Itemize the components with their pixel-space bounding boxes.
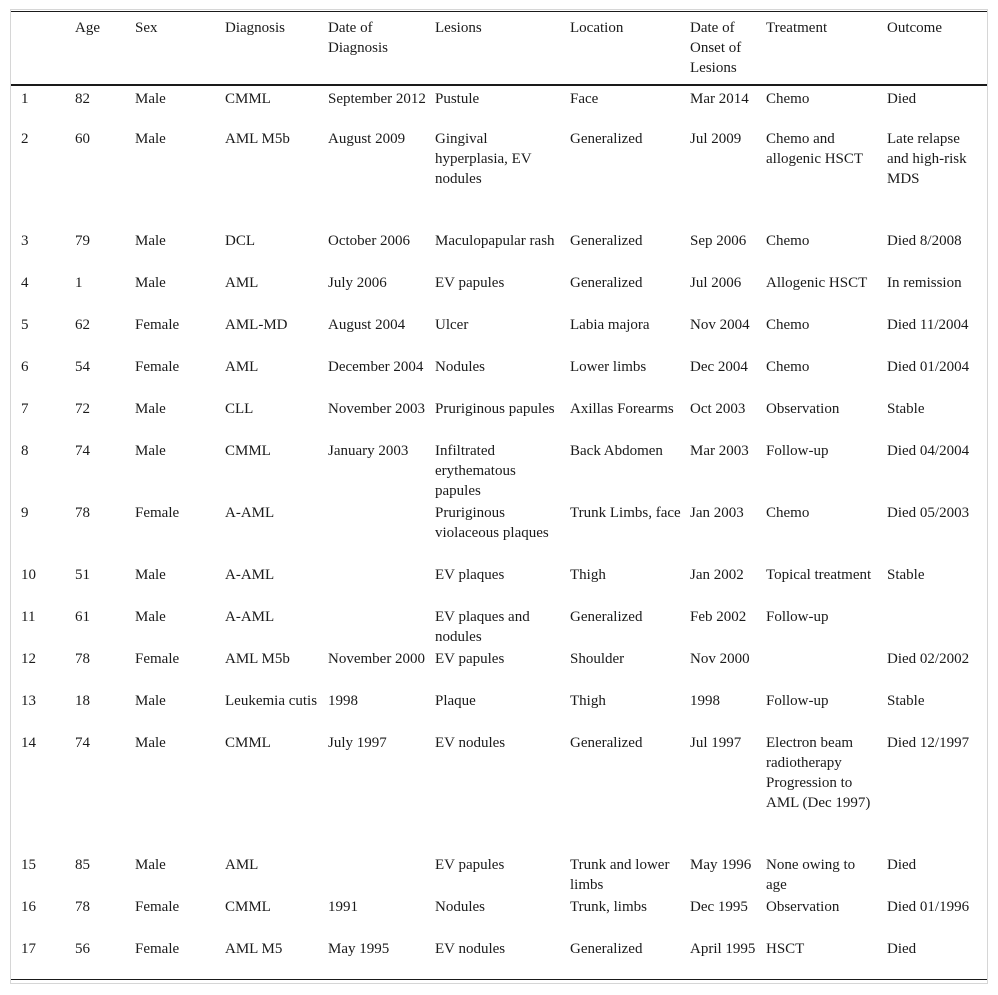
cell-treatment: Chemo [766,505,810,521]
cell-location: Generalized [570,735,643,751]
table-row [11,85,987,127]
header-outcome: Outcome [887,20,942,36]
cell-date-of-onset: Nov 2000 [690,651,750,667]
table-body [11,85,987,979]
cell-date-of-onset: Feb 2002 [690,609,747,625]
header-date-of-diagnosis: Date of Diagnosis [328,20,388,56]
table-row [11,229,987,271]
cell-outcome: Died 8/2008 [887,233,962,249]
cell-sex: Female [135,317,180,333]
header-sex: Sex [135,20,158,36]
cell-age: 1 [75,275,83,291]
cell-outcome: Died 11/2004 [887,317,969,333]
cell-location: Thigh [570,693,606,709]
cell-date-of-onset: Oct 2003 [690,401,746,417]
cell-treatment: HSCT [766,941,805,957]
cell-lesions: EV plaques [435,567,505,583]
cell-case-number: 11 [21,609,36,625]
cell-location: Generalized [570,233,643,249]
cell-lesions: EV plaques and nodules [435,609,530,645]
cell-age: 78 [75,899,90,915]
cell-sex: Male [135,131,166,147]
cell-sex: Female [135,899,180,915]
cell-location: Generalized [570,131,643,147]
cell-lesions: EV papules [435,651,505,667]
cell-treatment: Chemo [766,91,810,107]
cell-treatment: Observation [766,899,840,915]
cell-case-number: 4 [21,275,29,291]
cell-age: 79 [75,233,90,249]
cell-sex: Female [135,941,180,957]
cell-date-of-diagnosis: November 2003 [328,401,426,417]
cell-outcome: Stable [887,567,925,583]
cell-age: 74 [75,443,90,459]
cell-date-of-onset: Jul 1997 [690,735,742,751]
cell-date-of-diagnosis: November 2000 [328,651,426,667]
cell-location: Trunk, limbs [570,899,647,915]
cell-date-of-diagnosis: 1998 [328,693,358,709]
cell-diagnosis: CMML [225,899,271,915]
cell-diagnosis: AML-MD [225,317,288,333]
cell-lesions: Pruriginous papules [435,401,555,417]
cell-outcome: Stable [887,693,925,709]
cell-date-of-diagnosis [324,501,431,563]
cell-outcome: Died 12/1997 [887,735,970,751]
cell-diagnosis: AML M5 [225,941,283,957]
cell-date-of-onset: Jan 2003 [690,505,744,521]
table-row [11,397,987,439]
cell-age: 82 [75,91,90,107]
cell-date-of-onset: Jul 2006 [690,275,742,291]
cell-sex: Male [135,567,166,583]
cell-age: 56 [75,941,90,957]
cell-treatment: Electron beam radiotherapy Progression to AML (Dec 1997) [766,735,871,811]
cell-date-of-onset: Jul 2009 [690,131,742,147]
cell-age: 61 [75,609,90,625]
cell-case-number: 15 [21,857,36,873]
cell-outcome: Stable [887,401,925,417]
cell-date-of-diagnosis: 1991 [328,899,358,915]
cell-location: Axillas Forearms [570,401,674,417]
cell-sex: Female [135,359,180,375]
cell-treatment: Chemo [766,317,810,333]
cell-case-number: 5 [21,317,29,333]
cell-date-of-onset: May 1996 [690,857,752,873]
cell-diagnosis: CLL [225,401,254,417]
cell-age: 78 [75,505,90,521]
cell-treatment: Chemo and allogenic HSCT [766,131,864,167]
cell-diagnosis: A-AML [225,505,275,521]
cell-lesions: EV papules [435,275,505,291]
cell-date-of-diagnosis: August 2004 [328,317,406,333]
cell-date-of-onset: Sep 2006 [690,233,747,249]
cell-location: Thigh [570,567,606,583]
cell-diagnosis: CMML [225,735,271,751]
cell-age: 78 [75,651,90,667]
cell-case-number: 8 [21,443,29,459]
cell-sex: Male [135,609,166,625]
cell-outcome: Died [887,941,917,957]
header-age: Age [75,20,100,36]
cell-diagnosis: AML M5b [225,131,290,147]
cell-sex: Female [135,651,180,667]
cell-sex: Male [135,857,166,873]
cell-sex: Male [135,443,166,459]
cell-date-of-onset: 1998 [690,693,720,709]
cell-lesions: Nodules [435,359,485,375]
cell-treatment [762,647,883,689]
cell-treatment: Allogenic HSCT [766,275,868,291]
header-location: Location [570,20,624,36]
cell-diagnosis: AML M5b [225,651,290,667]
cell-case-number: 1 [21,91,29,107]
cell-treatment: None owing to age [766,857,856,893]
cell-sex: Male [135,275,166,291]
cell-case-number: 2 [21,131,29,147]
cell-age: 60 [75,131,90,147]
table-row [11,563,987,605]
header-row [11,12,987,86]
table-row [11,355,987,397]
cell-lesions: Nodules [435,899,485,915]
cell-sex: Male [135,735,166,751]
cell-case-number: 14 [21,735,36,751]
cell-location: Trunk Limbs, face [570,505,681,521]
cell-treatment: Chemo [766,233,810,249]
cell-outcome: Died 02/2002 [887,651,970,667]
cell-lesions: Pustule [435,91,480,107]
cell-sex: Female [135,505,180,521]
cell-case-number: 3 [21,233,29,249]
cell-lesions: Gingival hyperplasia, EV nodules [435,131,532,187]
cell-lesions: EV papules [435,857,505,873]
cell-diagnosis: Leukemia cutis [225,693,318,709]
cell-case-number: 9 [21,505,29,521]
cell-outcome: Died [887,857,917,873]
cell-date-of-diagnosis [324,563,431,605]
table-row [11,439,987,501]
cell-date-of-diagnosis: September 2012 [328,91,426,107]
cell-location: Face [570,91,599,107]
cell-date-of-onset: Mar 2014 [690,91,749,107]
cell-sex: Male [135,693,166,709]
cell-sex: Male [135,91,166,107]
cell-location: Generalized [570,275,643,291]
cell-sex: Male [135,401,166,417]
table-row [11,501,987,563]
table-row [11,895,987,937]
cell-outcome: In remission [887,275,962,291]
cell-date-of-diagnosis: May 1995 [328,941,390,957]
cell-location: Labia majora [570,317,650,333]
cell-date-of-diagnosis: July 2006 [328,275,387,291]
cell-diagnosis: A-AML [225,609,275,625]
cell-date-of-diagnosis: October 2006 [328,233,411,249]
cell-case-number: 17 [21,941,36,957]
table-row [11,271,987,313]
header-treatment: Treatment [766,20,828,36]
table-row [11,853,987,895]
header-lesions: Lesions [435,20,482,36]
table-row [11,731,987,853]
cell-sex: Male [135,233,166,249]
cell-treatment: Chemo [766,359,810,375]
cell-treatment: Follow-up [766,443,829,459]
cell-date-of-onset: Mar 2003 [690,443,749,459]
cell-location: Generalized [570,609,643,625]
cell-diagnosis: AML [225,359,259,375]
cell-location: Back Abdomen [570,443,663,459]
cell-location: Trunk and lower limbs [570,857,670,893]
table-row [11,605,987,647]
cell-lesions: EV nodules [435,735,506,751]
cell-treatment: Topical treatment [766,567,872,583]
cell-date-of-diagnosis: December 2004 [328,359,424,375]
cell-date-of-onset: Jan 2002 [690,567,744,583]
header-diagnosis: Diagnosis [225,20,285,36]
cell-lesions: Plaque [435,693,476,709]
cell-case-number: 16 [21,899,36,915]
cell-lesions: Pruriginous violaceous plaques [435,505,549,541]
cell-diagnosis: DCL [225,233,255,249]
cell-age: 18 [75,693,90,709]
cell-date-of-onset: Dec 2004 [690,359,748,375]
cell-diagnosis: AML [225,857,259,873]
cell-age: 54 [75,359,90,375]
cell-date-of-diagnosis [324,853,431,895]
cell-age: 72 [75,401,90,417]
table-row [11,313,987,355]
table-row [11,937,987,979]
cell-date-of-onset: Dec 1995 [690,899,748,915]
cell-outcome [883,605,987,647]
cell-outcome: Died 05/2003 [887,505,970,521]
cell-outcome: Died 01/1996 [887,899,970,915]
patient-cases-table [11,11,987,980]
table-header [11,12,987,86]
cell-date-of-diagnosis: August 2009 [328,131,406,147]
cell-date-of-diagnosis [324,605,431,647]
cell-case-number: 6 [21,359,29,375]
cell-diagnosis: A-AML [225,567,275,583]
cell-lesions: Infiltrated erythematous papules [435,443,516,499]
cell-location: Shoulder [570,651,625,667]
cell-outcome: Died [887,91,917,107]
table-row [11,689,987,731]
cell-age: 74 [75,735,90,751]
cell-diagnosis: AML [225,275,259,291]
cell-case-number: 12 [21,651,36,667]
cell-lesions: EV nodules [435,941,506,957]
cell-age: 85 [75,857,90,873]
cell-location: Lower limbs [570,359,647,375]
cell-outcome: Died 01/2004 [887,359,970,375]
cell-lesions: Ulcer [435,317,469,333]
cell-date-of-onset: April 1995 [690,941,756,957]
cell-treatment: Observation [766,401,840,417]
cell-treatment: Follow-up [766,693,829,709]
table-row [11,127,987,229]
cell-outcome: Late relapse and high-risk MDS [887,131,967,187]
cell-date-of-diagnosis: July 1997 [328,735,387,751]
cell-diagnosis: CMML [225,443,271,459]
cell-lesions: Maculopapular rash [435,233,555,249]
cell-location: Generalized [570,941,643,957]
cell-date-of-onset: Nov 2004 [690,317,750,333]
header-date-of-onset: Date of Onset of Lesions [690,20,742,76]
cell-diagnosis: CMML [225,91,271,107]
cell-case-number: 7 [21,401,29,417]
cell-case-number: 10 [21,567,36,583]
cell-outcome: Died 04/2004 [887,443,970,459]
cell-treatment: Follow-up [766,609,829,625]
cell-case-number: 13 [21,693,36,709]
cell-date-of-diagnosis: January 2003 [328,443,409,459]
header-case-number [11,12,71,86]
cell-age: 62 [75,317,90,333]
cell-age: 51 [75,567,90,583]
table-row [11,647,987,689]
